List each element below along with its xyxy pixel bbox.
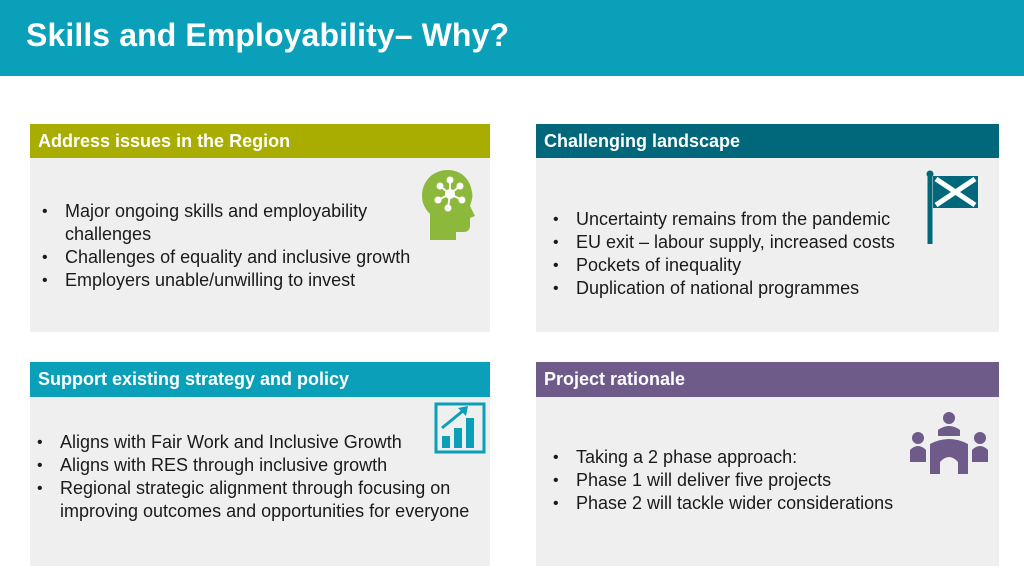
scotland-flag-icon — [924, 170, 980, 246]
panel-strategy-bullets — [37, 431, 485, 523]
growth-chart-icon — [434, 402, 486, 454]
panel-strategy-heading-text: Support existing strategy and policy — [38, 369, 350, 389]
panel-region — [30, 124, 490, 332]
team-group-icon — [908, 410, 990, 478]
head-network-icon — [418, 166, 478, 244]
panel-rationale-bullets — [553, 446, 953, 515]
panel-strategy-body — [30, 397, 490, 566]
panel-strategy-heading — [30, 362, 490, 397]
list-item: • Phase 2 will tackle wider considerations — [553, 492, 953, 515]
panel-region-heading-text: Address issues in the Region — [38, 130, 291, 151]
list-item: • Pockets of inequality — [553, 254, 943, 277]
list-item: • Uncertainty remains from the pandemic — [553, 208, 943, 231]
panel-rationale-heading-text: Project rationale — [544, 369, 686, 389]
list-item: • Aligns with RES through inclusive growth — [37, 454, 485, 477]
panel-landscape-heading — [536, 124, 999, 158]
panel-region-bullets — [42, 200, 442, 292]
list-item: • Regional strategic alignment through focusing on improving outcomes and opportunities for everyone — [37, 477, 485, 523]
slide-title: Skills and Employability– Why? — [26, 17, 510, 53]
title-bar — [0, 0, 1024, 76]
list-item: • Employers unable/unwilling to invest — [42, 269, 442, 292]
panel-rationale — [536, 362, 999, 566]
list-item: • EU exit – labour supply, increased costs — [553, 231, 943, 254]
panel-strategy — [30, 362, 490, 566]
list-item: • Aligns with Fair Work and Inclusive Growth — [37, 431, 485, 454]
panel-landscape-bullets — [553, 208, 943, 300]
panel-region-heading — [30, 124, 490, 158]
panel-rationale-heading — [536, 362, 999, 397]
panel-landscape — [536, 124, 999, 332]
list-item: • Taking a 2 phase approach: — [553, 446, 953, 469]
list-item: • Challenges of equality and inclusive growth — [42, 246, 442, 269]
list-item: • Duplication of national programmes — [553, 277, 943, 300]
panel-landscape-heading-text: Challenging landscape — [544, 130, 741, 151]
list-item: • Phase 1 will deliver five projects — [553, 469, 953, 492]
list-item: • Major ongoing skills and employability challenges — [42, 200, 442, 246]
